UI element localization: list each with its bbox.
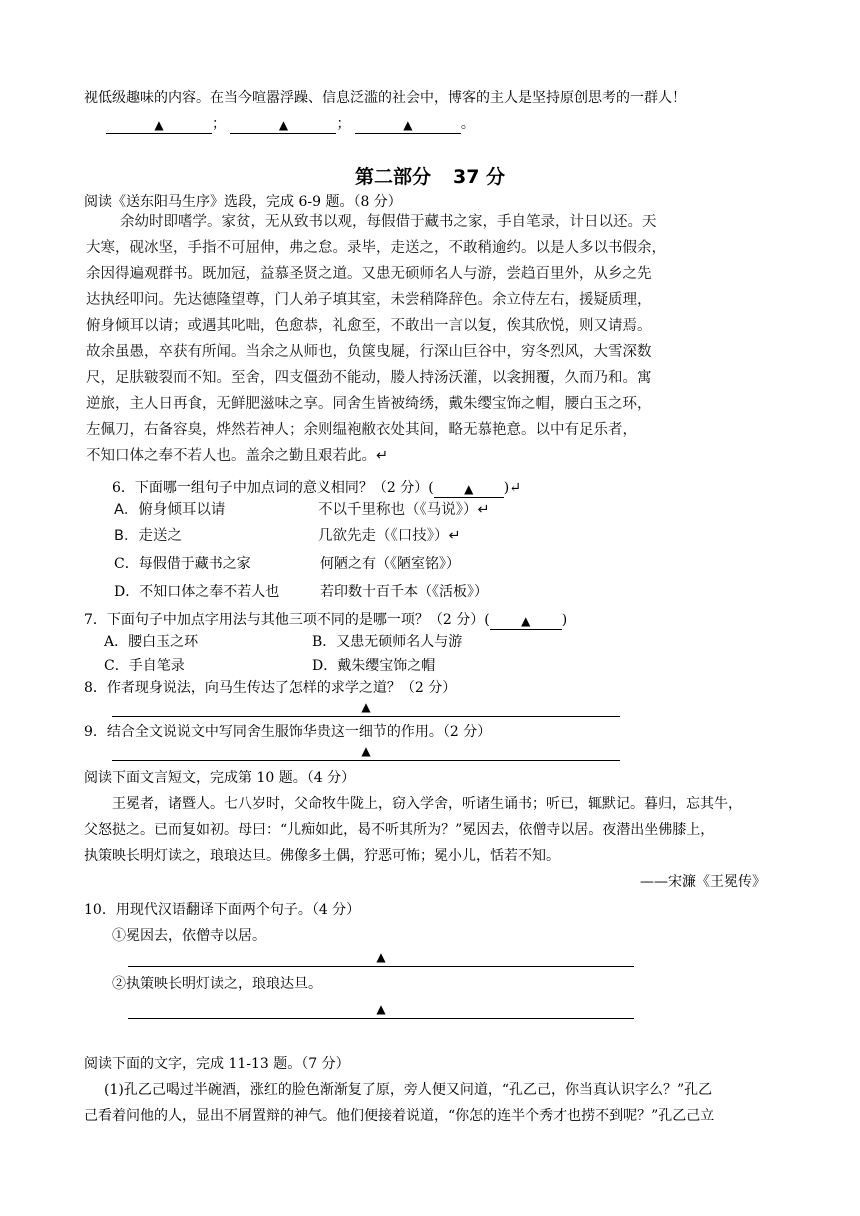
passage-line: 逆旅，主人日再食，无鲜肥滋味之享。同舍生皆被绮绣，戴朱缨宝饰之帽，腰白玉之环，	[86, 396, 652, 412]
passage-line: 尺，足肤皲裂而不知。至舍，四支僵劲不能动，媵人持汤沃灌，以衾拥覆，久而乃和。寓	[86, 370, 652, 386]
question-6-stem: 6．下面哪一组句子中加点词的意义相同？（2 分）( ▲ )↵	[112, 480, 521, 496]
part1-last-line: 视低级趣味的内容。在当今喧嚣浮躁、信息泛滥的社会中，博客的主人是坚持原创思考的一群人！	[84, 90, 686, 106]
passage-line: 余幼时即嗜学。家贫，无从致书以观，每假借于藏书之家，手自笔录，计日以还。天	[120, 214, 657, 230]
question-9-stem: 9．结合全文说说文中写同舍生服饰华贵这一细节的作用。（2 分）	[84, 724, 492, 740]
question-10-answer-line-2[interactable]	[128, 1000, 634, 1019]
q6-option-c: C．每假借于藏书之家	[114, 556, 251, 572]
triangle-marker-icon: ▲	[154, 118, 164, 132]
passage-line: 俯身倾耳以请；或遇其叱咄，色愈恭，礼愈至，不敢出一言以复，俟其欣悦，则又请焉。	[86, 318, 652, 334]
part1-answer-blanks: ▲ ； ▲ ； ▲ 。	[106, 114, 475, 134]
reading2-source: ——宋濂《王冕传》	[640, 874, 766, 890]
question-10-answer-line-1[interactable]	[128, 948, 634, 967]
section-title: 第二部分 37 分	[354, 166, 506, 188]
passage-line: 大寒，砚冰坚，手指不可屈伸，弗之怠。录毕，走送之，不敢稍逾约。以是人多以书假余，	[86, 240, 666, 256]
q6-option-a: A．俯身倾耳以请	[114, 502, 226, 518]
triangle-marker-icon: ▲	[361, 744, 371, 758]
answer-blank-2[interactable]	[230, 115, 336, 134]
reading2-intro: 阅读下面文言短文，完成第 10 题。（4 分）	[84, 770, 356, 786]
reading2-line-2: 父怒挞之。已而复如初。母曰：“儿痴如此，曷不听其所为？”冕因去，依僧寺以居。夜潜出坐佛膝上，	[84, 822, 715, 838]
question-8-stem: 8．作者现身说法，向马生传达了怎样的求学之道？（2 分）	[84, 680, 457, 696]
reading1-intro: 阅读《送东阳马生序》选段，完成 6-9 题。（8 分）	[84, 194, 402, 210]
q6-option-d-compare: 若印数十百千本（《活板》）	[320, 584, 488, 600]
q6-option-c-compare: 何陋之有（《陋室铭》）	[320, 556, 460, 572]
passage-line: 余因得遍观群书。既加冠，益慕圣贤之道。又患无硕师名人与游，尝趋百里外，从乡之先	[86, 266, 652, 282]
triangle-marker-icon: ▲	[376, 1002, 386, 1016]
q7-option-a: A．腰白玉之环	[104, 634, 199, 650]
question-7-answer-blank[interactable]	[490, 611, 562, 630]
triangle-marker-icon: ▲	[376, 950, 386, 964]
triangle-marker-icon: ▲	[361, 700, 371, 714]
q6-option-b-compare: 几欲先走（《口技》）↵	[318, 528, 461, 544]
answer-blank-1[interactable]	[106, 115, 212, 134]
q6-option-d: D．不知口体之奉不若人也	[114, 584, 280, 600]
triangle-marker-icon: ▲	[278, 118, 289, 132]
q7-option-b: B．又患无硕师名人与游	[312, 634, 463, 650]
answer-blank-3[interactable]	[355, 115, 461, 134]
passage-line: 不知口体之奉不若人也。盖余之勤且艰若此。↵	[86, 448, 389, 464]
question-10-sentence-2: ②执策映长明灯读之，琅琅达旦。	[112, 976, 322, 992]
reading3-intro: 阅读下面的文字，完成 11-13 题。（7 分）	[84, 1056, 350, 1072]
q6-option-a-compare: 不以千里称也（《马说》）↵	[318, 502, 490, 518]
question-10-sentence-1: ①冕因去，依僧寺以居。	[112, 928, 266, 944]
triangle-marker-icon: ▲	[464, 482, 474, 496]
q7-option-c: C．手自笔录	[104, 658, 185, 674]
reading2-line-1: 王冕者，诸暨人。七八岁时，父命牧牛陇上，窃入学舍，听诸生诵书；听已，辄默记。暮归，忘其牛，	[112, 796, 742, 812]
q6-option-b: B．走送之	[114, 528, 182, 544]
reading3-line-2: 己看着问他的人，显出不屑置辩的神气。他们便接着说道，“你怎的连半个秀才也捞不到呢？”孔乙己立	[84, 1108, 715, 1124]
triangle-marker-icon: ▲	[521, 614, 531, 628]
question-9-answer-line[interactable]	[112, 742, 620, 761]
question-7-stem: 7．下面句子中加点字用法与其他三项不同的是哪一项？（2 分）( ▲ )	[84, 612, 568, 628]
passage-line: 达执经叩问。先达德隆望尊，门人弟子填其室，未尝稍降辞色。余立侍左右，援疑质理，	[86, 292, 652, 308]
reading3-line-1: (1)孔乙己喝过半碗酒，涨红的脸色渐渐复了原，旁人便又问道，“孔乙己，你当真认识字么？”孔乙	[104, 1082, 713, 1098]
passage-line: 故余虽愚，卒获有所闻。当余之从师也，负箧曳屣，行深山巨谷中，穷冬烈风，大雪深数	[86, 344, 652, 360]
question-8-answer-line[interactable]	[112, 698, 620, 717]
question-10-stem: 10．用现代汉语翻译下面两个句子。（4 分）	[84, 902, 361, 918]
q7-option-d: D．戴朱缨宝饰之帽	[312, 658, 436, 674]
question-6-answer-blank[interactable]	[434, 479, 504, 498]
reading2-line-3: 执策映长明灯读之，琅琅达旦。佛像多土偶，狞恶可怖；冕小儿，恬若不知。	[84, 848, 560, 864]
triangle-marker-icon: ▲	[403, 118, 413, 132]
passage-line: 左佩刀，右备容臭，烨然若神人；余则缊袍敝衣处其间，略无慕艳意。以中有足乐者，	[86, 422, 637, 438]
